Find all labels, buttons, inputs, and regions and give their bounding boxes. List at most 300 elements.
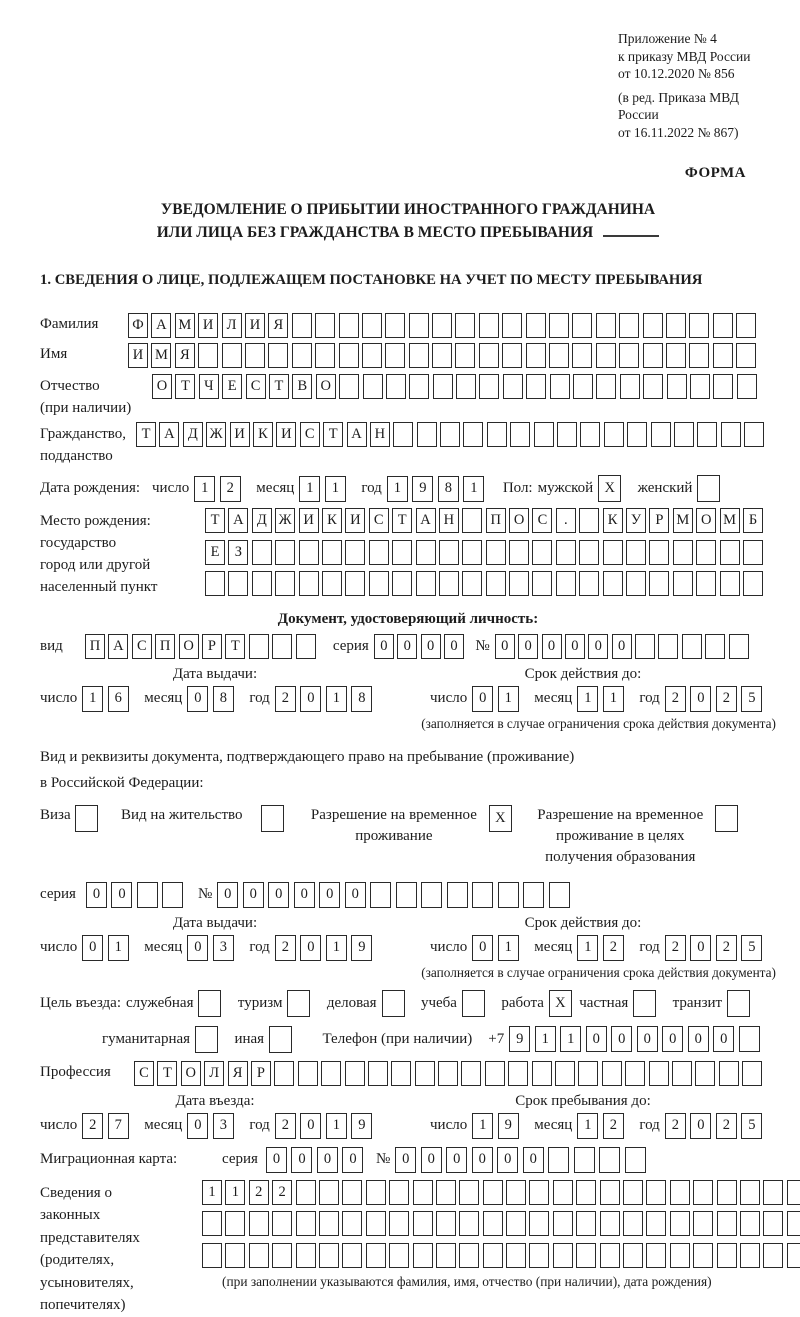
char-box[interactable]: Я <box>175 343 195 368</box>
char-box[interactable]: С <box>246 374 266 399</box>
char-box[interactable] <box>720 540 740 565</box>
char-box[interactable]: К <box>253 422 273 447</box>
char-box[interactable]: П <box>486 508 506 533</box>
char-box[interactable] <box>713 313 733 338</box>
char-box[interactable]: 8 <box>438 476 459 502</box>
char-box[interactable]: 0 <box>713 1026 734 1052</box>
char-box[interactable] <box>202 1211 222 1236</box>
char-box[interactable] <box>440 422 460 447</box>
char-box[interactable] <box>720 571 740 596</box>
char-box[interactable] <box>604 422 624 447</box>
char-box[interactable] <box>498 882 519 908</box>
char-box[interactable]: 9 <box>351 1113 372 1139</box>
char-box[interactable]: 0 <box>497 1147 518 1173</box>
char-box[interactable] <box>744 422 764 447</box>
purpose-humanitarian-checkbox[interactable] <box>195 1026 221 1053</box>
char-box[interactable]: 7 <box>108 1113 129 1139</box>
char-box[interactable] <box>649 571 669 596</box>
purpose-tourism-checkbox[interactable] <box>287 990 313 1017</box>
char-box[interactable]: X <box>598 475 621 502</box>
char-box[interactable] <box>553 1211 573 1236</box>
char-box[interactable] <box>225 1243 245 1268</box>
char-box[interactable] <box>483 1211 503 1236</box>
char-box[interactable] <box>574 1147 595 1173</box>
char-box[interactable] <box>600 1211 620 1236</box>
char-box[interactable] <box>623 1180 643 1205</box>
expiry-year-boxes[interactable] <box>665 686 767 712</box>
char-box[interactable]: 1 <box>325 476 346 502</box>
char-box[interactable]: Р <box>202 634 222 659</box>
char-box[interactable] <box>670 1211 690 1236</box>
char-box[interactable] <box>386 374 406 399</box>
char-box[interactable]: 0 <box>300 1113 321 1139</box>
char-box[interactable]: 0 <box>662 1026 683 1052</box>
char-box[interactable]: 1 <box>326 935 347 961</box>
char-box[interactable] <box>580 422 600 447</box>
char-box[interactable] <box>75 805 98 832</box>
char-box[interactable] <box>389 1211 409 1236</box>
char-box[interactable] <box>438 1061 458 1086</box>
char-box[interactable] <box>626 540 646 565</box>
char-box[interactable]: 1 <box>463 476 484 502</box>
char-box[interactable] <box>693 1243 713 1268</box>
char-box[interactable]: 0 <box>82 935 103 961</box>
char-box[interactable] <box>392 540 412 565</box>
issue-year-boxes[interactable] <box>275 686 377 712</box>
birth-place-row1[interactable] <box>205 508 766 533</box>
char-box[interactable] <box>272 1243 292 1268</box>
char-box[interactable] <box>572 313 592 338</box>
char-box[interactable]: И <box>276 422 296 447</box>
char-box[interactable] <box>579 540 599 565</box>
char-box[interactable] <box>252 540 272 565</box>
char-box[interactable]: 1 <box>577 1113 598 1139</box>
char-box[interactable] <box>195 1026 218 1053</box>
char-box[interactable] <box>532 540 552 565</box>
char-box[interactable]: 5 <box>741 935 762 961</box>
char-box[interactable] <box>673 540 693 565</box>
char-box[interactable]: А <box>159 422 179 447</box>
char-box[interactable] <box>459 1243 479 1268</box>
char-box[interactable] <box>787 1180 800 1205</box>
char-box[interactable] <box>296 1180 316 1205</box>
char-box[interactable]: И <box>345 508 365 533</box>
char-box[interactable] <box>345 571 365 596</box>
char-box[interactable]: Я <box>228 1061 248 1086</box>
permit-issue-month-boxes[interactable] <box>187 935 238 961</box>
char-box[interactable] <box>439 540 459 565</box>
char-box[interactable] <box>459 1211 479 1236</box>
char-box[interactable] <box>689 343 709 368</box>
char-box[interactable] <box>506 1180 526 1205</box>
char-box[interactable]: О <box>179 634 199 659</box>
char-box[interactable] <box>713 374 733 399</box>
char-box[interactable]: 0 <box>690 1113 711 1139</box>
char-box[interactable] <box>690 374 710 399</box>
char-box[interactable]: 0 <box>446 1147 467 1173</box>
char-box[interactable] <box>417 422 437 447</box>
char-box[interactable] <box>548 1147 569 1173</box>
purpose-transit-checkbox[interactable] <box>727 990 753 1017</box>
char-box[interactable] <box>342 1211 362 1236</box>
char-box[interactable] <box>198 990 221 1017</box>
char-box[interactable] <box>198 343 218 368</box>
char-box[interactable] <box>249 634 269 659</box>
char-box[interactable] <box>549 313 569 338</box>
char-box[interactable] <box>503 374 523 399</box>
char-box[interactable] <box>506 1243 526 1268</box>
char-box[interactable] <box>272 1211 292 1236</box>
char-box[interactable] <box>366 1211 386 1236</box>
char-box[interactable]: 2 <box>603 935 624 961</box>
char-box[interactable]: И <box>198 313 218 338</box>
char-box[interactable] <box>487 422 507 447</box>
char-box[interactable] <box>342 1180 362 1205</box>
char-box[interactable]: Е <box>222 374 242 399</box>
char-box[interactable]: 8 <box>213 686 234 712</box>
char-box[interactable] <box>345 1061 365 1086</box>
char-box[interactable] <box>603 540 623 565</box>
char-box[interactable] <box>717 1243 737 1268</box>
char-box[interactable]: Р <box>251 1061 271 1086</box>
char-box[interactable] <box>721 422 741 447</box>
purpose-business-checkbox[interactable] <box>198 990 224 1017</box>
char-box[interactable]: 1 <box>82 686 103 712</box>
char-box[interactable] <box>556 540 576 565</box>
char-box[interactable] <box>666 343 686 368</box>
char-box[interactable] <box>625 1061 645 1086</box>
char-box[interactable] <box>296 1211 316 1236</box>
char-box[interactable]: Ч <box>199 374 219 399</box>
char-box[interactable] <box>763 1180 783 1205</box>
char-box[interactable]: 0 <box>187 1113 208 1139</box>
char-box[interactable] <box>363 374 383 399</box>
char-box[interactable] <box>413 1243 433 1268</box>
char-box[interactable] <box>596 313 616 338</box>
char-box[interactable] <box>391 1061 411 1086</box>
char-box[interactable] <box>268 343 288 368</box>
char-box[interactable] <box>413 1211 433 1236</box>
char-box[interactable] <box>274 1061 294 1086</box>
char-box[interactable]: О <box>696 508 716 533</box>
representatives-row3[interactable] <box>202 1243 800 1268</box>
char-box[interactable] <box>298 1061 318 1086</box>
char-box[interactable] <box>502 313 522 338</box>
char-box[interactable]: 0 <box>472 935 493 961</box>
char-box[interactable] <box>486 571 506 596</box>
char-box[interactable]: А <box>228 508 248 533</box>
char-box[interactable]: К <box>322 508 342 533</box>
char-box[interactable]: 0 <box>523 1147 544 1173</box>
char-box[interactable]: X <box>489 805 512 832</box>
sex-male-checkbox[interactable] <box>598 475 624 502</box>
char-box[interactable]: Т <box>205 508 225 533</box>
char-box[interactable]: А <box>151 313 171 338</box>
char-box[interactable]: 1 <box>472 1113 493 1139</box>
doc-series-boxes[interactable] <box>374 634 468 659</box>
char-box[interactable] <box>600 1243 620 1268</box>
char-box[interactable] <box>432 313 452 338</box>
char-box[interactable]: 0 <box>268 882 289 908</box>
char-box[interactable] <box>600 1180 620 1205</box>
char-box[interactable]: Ж <box>275 508 295 533</box>
char-box[interactable] <box>736 313 756 338</box>
char-box[interactable] <box>322 571 342 596</box>
char-box[interactable] <box>472 882 493 908</box>
char-box[interactable] <box>245 343 265 368</box>
doc-number-boxes[interactable] <box>495 634 752 659</box>
char-box[interactable]: 2 <box>665 1113 686 1139</box>
char-box[interactable]: Т <box>136 422 156 447</box>
char-box[interactable] <box>717 1211 737 1236</box>
char-box[interactable] <box>225 1211 245 1236</box>
char-box[interactable]: П <box>85 634 105 659</box>
char-box[interactable]: Н <box>370 422 390 447</box>
char-box[interactable]: 0 <box>612 634 632 659</box>
visa-checkbox[interactable] <box>75 805 101 832</box>
char-box[interactable]: 0 <box>688 1026 709 1052</box>
char-box[interactable] <box>462 990 485 1017</box>
char-box[interactable] <box>462 571 482 596</box>
char-box[interactable] <box>510 422 530 447</box>
char-box[interactable] <box>479 343 499 368</box>
char-box[interactable] <box>633 990 656 1017</box>
char-box[interactable] <box>315 343 335 368</box>
char-box[interactable] <box>651 422 671 447</box>
char-box[interactable] <box>572 343 592 368</box>
char-box[interactable]: 0 <box>472 686 493 712</box>
char-box[interactable]: 0 <box>421 1147 442 1173</box>
char-box[interactable]: 0 <box>342 1147 363 1173</box>
char-box[interactable]: 2 <box>275 935 296 961</box>
char-box[interactable]: Б <box>743 508 763 533</box>
char-box[interactable]: И <box>128 343 148 368</box>
char-box[interactable] <box>646 1211 666 1236</box>
char-box[interactable] <box>578 1061 598 1086</box>
doc-kind-boxes[interactable] <box>85 634 319 659</box>
expiry-month-boxes[interactable] <box>577 686 628 712</box>
char-box[interactable] <box>713 343 733 368</box>
char-box[interactable] <box>787 1211 800 1236</box>
char-box[interactable] <box>339 374 359 399</box>
char-box[interactable]: Д <box>183 422 203 447</box>
char-box[interactable] <box>483 1243 503 1268</box>
char-box[interactable] <box>396 882 417 908</box>
char-box[interactable] <box>368 1061 388 1086</box>
char-box[interactable] <box>436 1243 456 1268</box>
char-box[interactable]: 0 <box>291 1147 312 1173</box>
char-box[interactable] <box>573 374 593 399</box>
char-box[interactable]: 1 <box>560 1026 581 1052</box>
char-box[interactable] <box>532 571 552 596</box>
permit-issue-day-boxes[interactable] <box>82 935 133 961</box>
char-box[interactable] <box>275 540 295 565</box>
char-box[interactable] <box>787 1243 800 1268</box>
char-box[interactable]: 2 <box>603 1113 624 1139</box>
char-box[interactable] <box>502 343 522 368</box>
char-box[interactable]: О <box>181 1061 201 1086</box>
char-box[interactable]: Ж <box>206 422 226 447</box>
char-box[interactable] <box>576 1211 596 1236</box>
char-box[interactable] <box>415 1061 435 1086</box>
char-box[interactable] <box>296 1243 316 1268</box>
char-box[interactable]: 0 <box>294 882 315 908</box>
char-box[interactable] <box>486 540 506 565</box>
char-box[interactable] <box>479 313 499 338</box>
phone-boxes[interactable] <box>509 1026 764 1052</box>
char-box[interactable] <box>696 540 716 565</box>
char-box[interactable]: У <box>626 508 646 533</box>
char-box[interactable] <box>729 634 749 659</box>
char-box[interactable] <box>409 313 429 338</box>
birth-place-row3[interactable] <box>205 571 766 596</box>
char-box[interactable] <box>670 1243 690 1268</box>
char-box[interactable]: 6 <box>108 686 129 712</box>
char-box[interactable] <box>455 313 475 338</box>
char-box[interactable] <box>579 508 599 533</box>
char-box[interactable] <box>672 1061 692 1086</box>
char-box[interactable] <box>697 422 717 447</box>
char-box[interactable]: 0 <box>187 935 208 961</box>
char-box[interactable] <box>362 313 382 338</box>
char-box[interactable] <box>553 1180 573 1205</box>
char-box[interactable] <box>695 1061 715 1086</box>
char-box[interactable]: 9 <box>498 1113 519 1139</box>
char-box[interactable] <box>249 1211 269 1236</box>
char-box[interactable] <box>272 634 292 659</box>
char-box[interactable] <box>763 1243 783 1268</box>
representatives-row1[interactable] <box>202 1180 800 1205</box>
char-box[interactable] <box>456 374 476 399</box>
char-box[interactable] <box>459 1180 479 1205</box>
char-box[interactable] <box>315 313 335 338</box>
char-box[interactable] <box>627 422 647 447</box>
char-box[interactable]: М <box>175 313 195 338</box>
char-box[interactable]: Д <box>252 508 272 533</box>
char-box[interactable]: С <box>300 422 320 447</box>
char-box[interactable]: К <box>603 508 623 533</box>
char-box[interactable] <box>666 313 686 338</box>
char-box[interactable] <box>369 540 389 565</box>
char-box[interactable] <box>436 1180 456 1205</box>
char-box[interactable] <box>529 1243 549 1268</box>
surname-boxes[interactable] <box>128 313 760 338</box>
char-box[interactable]: О <box>152 374 172 399</box>
char-box[interactable] <box>296 634 316 659</box>
char-box[interactable] <box>646 1243 666 1268</box>
char-box[interactable]: 9 <box>509 1026 530 1052</box>
char-box[interactable]: 1 <box>326 1113 347 1139</box>
char-box[interactable] <box>409 374 429 399</box>
char-box[interactable] <box>479 374 499 399</box>
char-box[interactable] <box>737 374 757 399</box>
char-box[interactable] <box>557 422 577 447</box>
char-box[interactable]: 0 <box>86 882 107 908</box>
char-box[interactable]: 9 <box>351 935 372 961</box>
char-box[interactable]: А <box>108 634 128 659</box>
char-box[interactable]: Я <box>268 313 288 338</box>
char-box[interactable]: 8 <box>351 686 372 712</box>
char-box[interactable] <box>249 1243 269 1268</box>
char-box[interactable]: 2 <box>220 476 241 502</box>
char-box[interactable]: 0 <box>421 634 441 659</box>
char-box[interactable] <box>137 882 158 908</box>
birth-day-boxes[interactable] <box>194 476 245 502</box>
char-box[interactable] <box>366 1180 386 1205</box>
char-box[interactable] <box>509 571 529 596</box>
char-box[interactable] <box>275 571 295 596</box>
char-box[interactable]: И <box>230 422 250 447</box>
char-box[interactable] <box>432 343 452 368</box>
char-box[interactable] <box>646 1180 666 1205</box>
char-box[interactable]: М <box>151 343 171 368</box>
char-box[interactable]: С <box>134 1061 154 1086</box>
migration-number-boxes[interactable] <box>395 1147 650 1173</box>
char-box[interactable] <box>413 1180 433 1205</box>
char-box[interactable] <box>763 1211 783 1236</box>
char-box[interactable]: 0 <box>319 882 340 908</box>
char-box[interactable] <box>461 1061 481 1086</box>
education-permit-checkbox[interactable] <box>715 805 741 832</box>
char-box[interactable] <box>385 313 405 338</box>
char-box[interactable]: Т <box>175 374 195 399</box>
char-box[interactable]: 1 <box>387 476 408 502</box>
char-box[interactable]: Т <box>269 374 289 399</box>
char-box[interactable]: 0 <box>300 686 321 712</box>
char-box[interactable]: 0 <box>243 882 264 908</box>
char-box[interactable] <box>228 571 248 596</box>
char-box[interactable] <box>392 571 412 596</box>
char-box[interactable]: 0 <box>690 686 711 712</box>
char-box[interactable] <box>667 374 687 399</box>
char-box[interactable] <box>252 571 272 596</box>
char-box[interactable] <box>717 1180 737 1205</box>
char-box[interactable]: 2 <box>716 1113 737 1139</box>
char-box[interactable] <box>455 343 475 368</box>
char-box[interactable] <box>550 374 570 399</box>
char-box[interactable]: 2 <box>275 1113 296 1139</box>
char-box[interactable]: 0 <box>266 1147 287 1173</box>
char-box[interactable] <box>740 1180 760 1205</box>
citizenship-boxes[interactable] <box>136 422 768 447</box>
char-box[interactable] <box>658 634 678 659</box>
char-box[interactable]: 0 <box>518 634 538 659</box>
char-box[interactable]: Л <box>204 1061 224 1086</box>
purpose-work-checkbox[interactable] <box>549 990 575 1017</box>
char-box[interactable] <box>534 422 554 447</box>
char-box[interactable]: 0 <box>586 1026 607 1052</box>
profession-boxes[interactable] <box>134 1061 766 1086</box>
char-box[interactable]: 5 <box>741 1113 762 1139</box>
char-box[interactable]: 0 <box>565 634 585 659</box>
char-box[interactable]: С <box>369 508 389 533</box>
char-box[interactable] <box>389 1243 409 1268</box>
char-box[interactable] <box>370 882 391 908</box>
char-box[interactable] <box>556 571 576 596</box>
char-box[interactable] <box>643 313 663 338</box>
char-box[interactable]: 0 <box>495 634 515 659</box>
given-name-boxes[interactable] <box>128 343 760 368</box>
char-box[interactable] <box>483 1180 503 1205</box>
char-box[interactable]: Т <box>157 1061 177 1086</box>
char-box[interactable] <box>202 1243 222 1268</box>
purpose-commercial-checkbox[interactable] <box>382 990 408 1017</box>
issue-day-boxes[interactable] <box>82 686 133 712</box>
stay-year-boxes[interactable] <box>665 1113 767 1139</box>
char-box[interactable] <box>739 1026 760 1052</box>
char-box[interactable]: 0 <box>345 882 366 908</box>
char-box[interactable] <box>727 990 750 1017</box>
